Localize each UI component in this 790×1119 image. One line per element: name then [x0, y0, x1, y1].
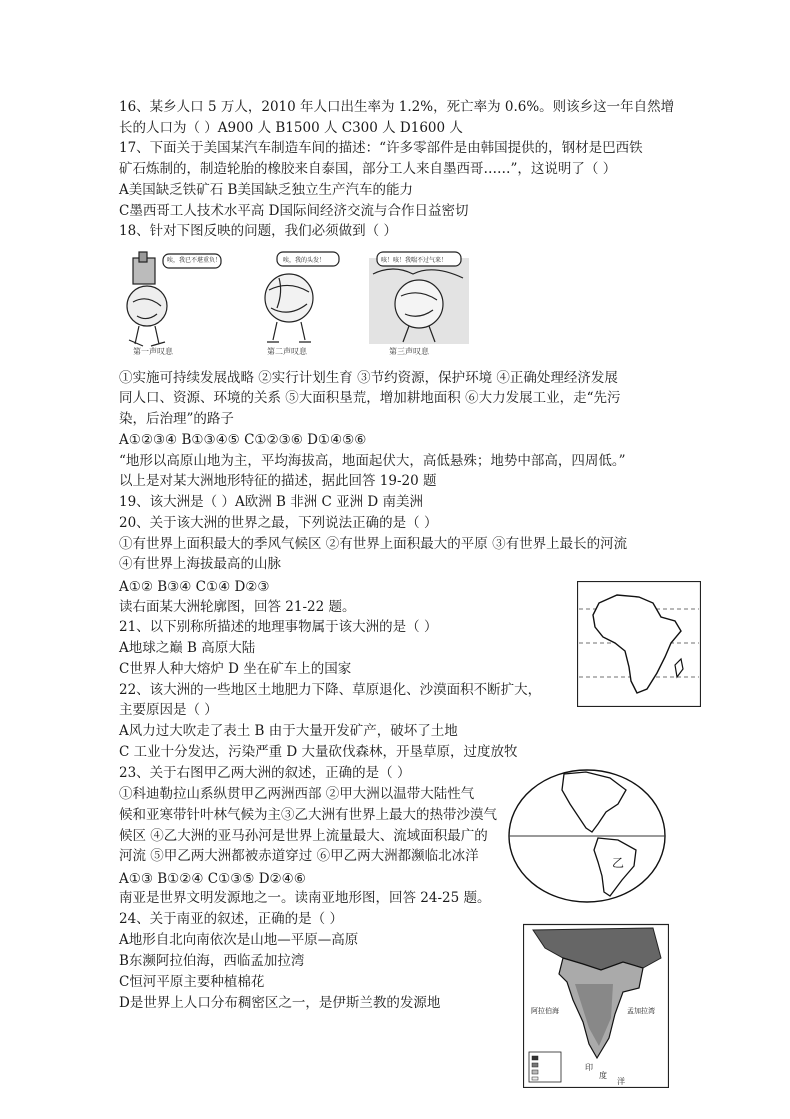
q23-stem: 23、关于右图甲乙两大洲的叙述，正确的是（ ） [119, 765, 411, 781]
q24-option-d: D是世界上人口分布稠密区之一，是伊斯兰教的发源地 [119, 995, 441, 1011]
q24-stem: 24、关于南亚的叙述，正确的是（ ） [119, 911, 343, 927]
q16-line1: 16、某乡人口 5 万人，2010 年人口出生率为 1.2%，死亡率为 0.6%。则该乡这一年自然增 [119, 99, 675, 115]
q23-items-line3: 候区 ④乙大洲的亚马孙河是世界上流量最大、流域面积最广的 [119, 828, 488, 844]
q17-options-cd: C墨西哥工人技术水平高 D国际间经济交流与合作日益密切 [119, 203, 469, 219]
q21-options-cd: C世界人种大熔炉 D 坐在矿车上的国家 [119, 661, 352, 677]
q23-items-line4: 河流 ⑤甲乙两大洲都被赤道穿过 ⑥甲乙两大洲都濒临北冰洋 [119, 848, 479, 864]
q20-items-line2: ④有世界上海拔最高的山脉 [119, 556, 281, 572]
q22-stem-line2: 主要原因是（ ） [119, 702, 218, 718]
label-ocean-bottom: 洋 [617, 1077, 625, 1086]
caption-1: 第一声叹息 [133, 347, 173, 356]
label-arabian-sea: 阿拉伯海 [531, 1007, 559, 1015]
q24-option-c: C恒河平原主要种植棉花 [119, 974, 265, 990]
americas-globe-map [506, 766, 668, 906]
bubble-2: 唉，我的头发！ [283, 257, 326, 264]
q22-options-cd: C 工业十分发达，污染严重 D 大量砍伐森林，开垦草原，过度放牧 [119, 744, 518, 760]
q18-items-line1: ①实施可持续发展战略 ②实行计划生育 ③节约资源，保护环境 ④正确处理经济发展 [119, 370, 618, 386]
q22-stem-line1: 22、该大洲的一些地区土地肥力下降、草原退化、沙漠面积不断扩大， [119, 682, 542, 698]
q23-items-line1: ①科迪勒拉山系纵贯甲乙两洲西部 ②甲大洲以温带大陆性气 [119, 786, 475, 802]
q21-options-ab: A地球之巅 B 高原大陆 [119, 640, 256, 656]
passage-19-20-line1: “地形以高原山地为主，平均海拔高，地面起伏大，高低悬殊；地势中部高，四周低。” [119, 453, 626, 469]
q24-option-b: B东濒阿拉伯海，西临孟加拉湾 [119, 953, 305, 969]
label-ocean-top: 印 [585, 1063, 593, 1072]
q22-options-ab: A风力过大吹走了表土 B 由于大量开发矿产，破坏了土地 [119, 723, 458, 739]
caption-3: 第三声叹息 [389, 347, 429, 356]
q20-options: A①② B③④ C①④ D②③ [119, 579, 270, 595]
intro-21-22: 读右面某大洲轮廓图，回答 21-22 题。 [119, 599, 356, 615]
bubble-1: 唉，我已不堪重负！ [167, 257, 222, 264]
q20-stem: 20、关于该大洲的世界之最，下列说法正确的是（ ） [119, 515, 438, 531]
q17-line1: 17、下面关于美国某汽车制造车间的描述：“许多零部件是由韩国提供的，钢材是巴西铁 [119, 140, 643, 156]
label-ocean-mid: 度 [599, 1071, 607, 1080]
q16-line2: 长的人口为（ ）A900 人 B1500 人 C300 人 D1600 人 [119, 120, 463, 136]
intro-24-25: 南亚是世界文明发源地之一。读南亚地形图，回答 24-25 题。 [119, 890, 491, 906]
caption-2: 第二声叹息 [267, 347, 307, 356]
q20-items-line1: ①有世界上面积最大的季风气候区 ②有世界上面积最大的平原 ③有世界上最长的河流 [119, 536, 628, 552]
q17-options-ab: A美国缺乏铁矿石 B美国缺乏独立生产汽车的能力 [119, 182, 413, 198]
q17-line2: 矿石炼制的，制造轮胎的橡胶来自泰国，部分工人来自墨西哥……”，这说明了（ ） [119, 161, 617, 177]
bubble-3: 咳！咳！我喘不过气来！ [381, 257, 448, 264]
globe-label-yi: 乙 [612, 856, 625, 870]
q19: 19、该大洲是（ ）A欧洲 B 非洲 C 亚洲 D 南美洲 [119, 494, 424, 510]
passage-19-20-line2: 以上是对某大洲地形特征的描述，据此回答 19-20 题 [119, 473, 437, 489]
label-bay-of-bengal: 孟加拉湾 [627, 1007, 655, 1015]
q21-stem: 21、以下别称所描述的地理事物属于该大洲的是（ ） [119, 619, 438, 635]
africa-outline-map [577, 581, 701, 707]
q18-options: A①②③④ B①③④⑤ C①②③⑥ D①④⑤⑥ [119, 432, 367, 448]
q18-items-line2: 同人口、资源、环境的关系 ⑤大面积垦荒，增加耕地面积 ⑥大力发展工业，走“先污 [119, 390, 621, 406]
q23-items-line2: 候和亚寒带针叶林气候为主③乙大洲有世界上最大的热带沙漠气 [119, 807, 497, 823]
q18-items-line3: 染，后治理”的路子 [119, 411, 234, 427]
q23-options: A①③ B①②④ C①③⑤ D②④⑥ [119, 871, 306, 887]
cartoon-earth-sighs [119, 244, 479, 362]
south-asia-terrain-map [523, 918, 669, 1088]
q24-option-a: A地形自北向南依次是山地—平原—高原 [119, 932, 359, 948]
q18-stem: 18、针对下图反映的问题，我们必须做到（ ） [119, 223, 397, 239]
